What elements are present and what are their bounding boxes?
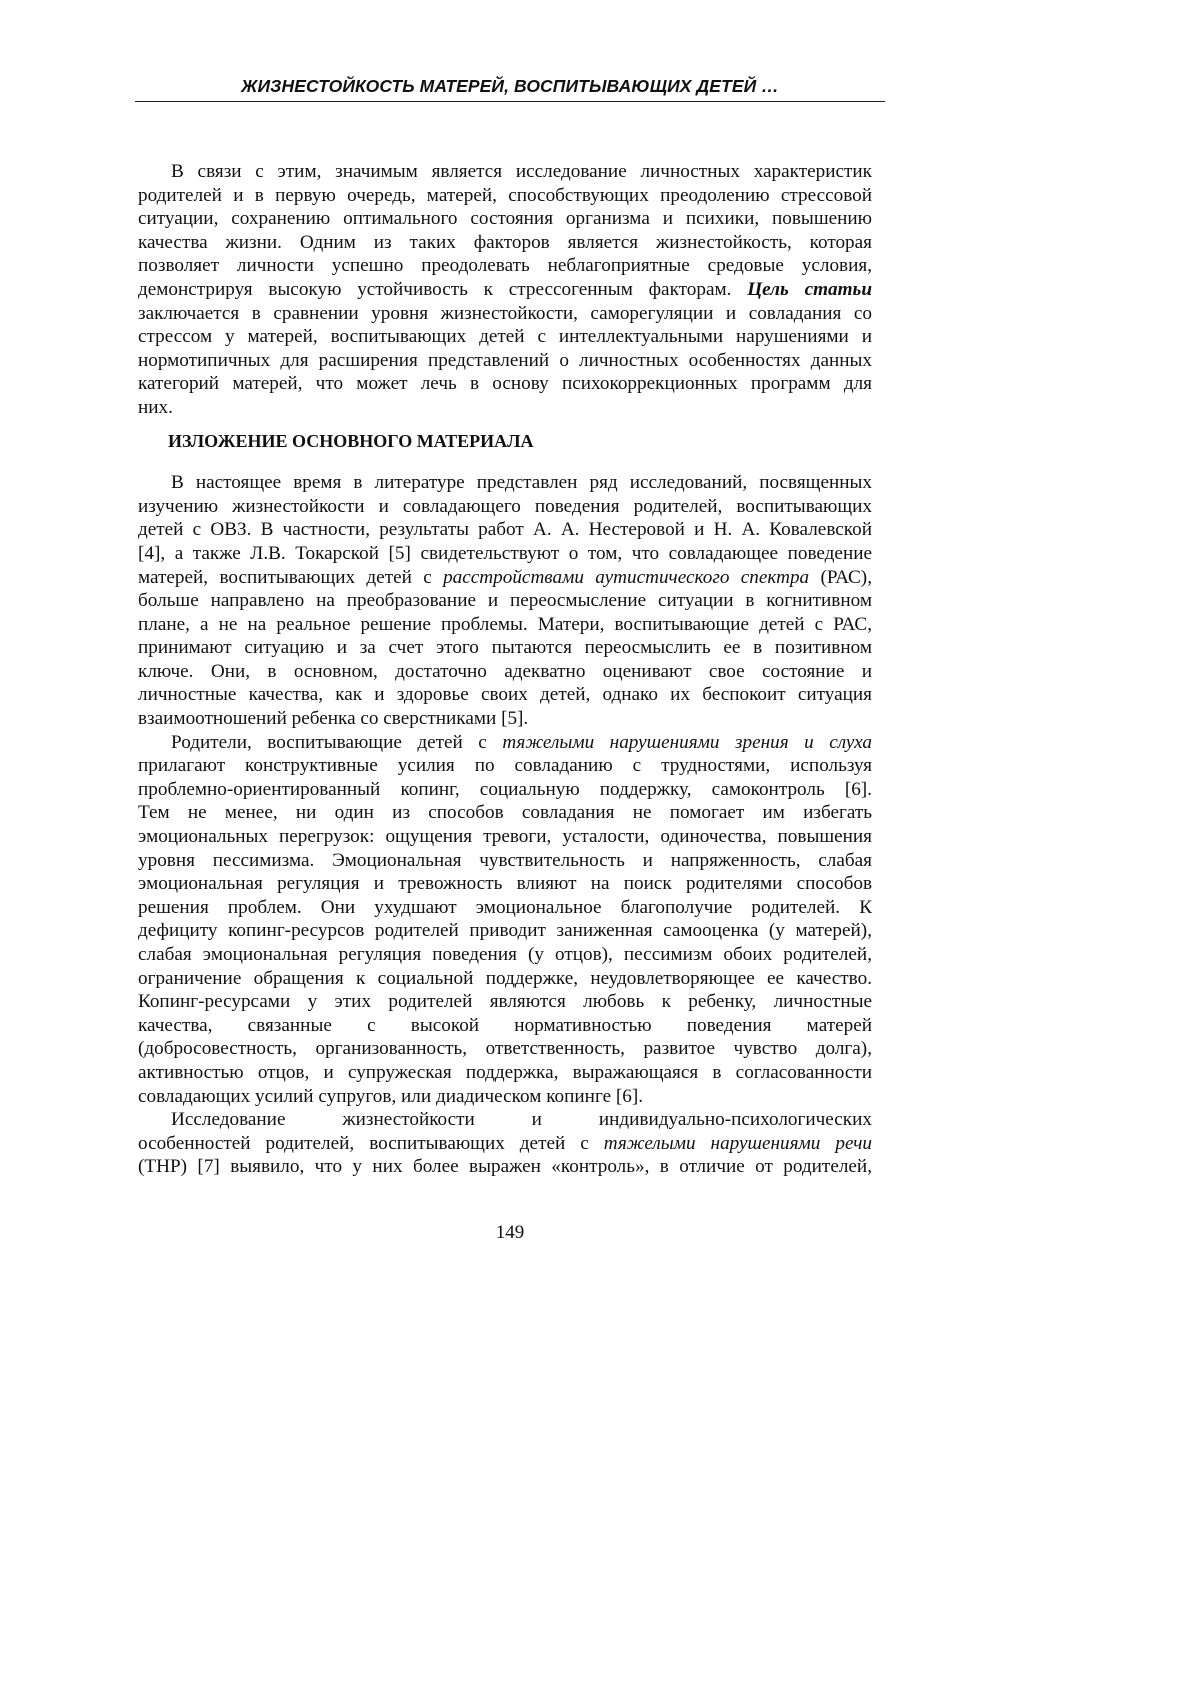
text-line xyxy=(138,660,872,684)
text-segment: Тем не менее, ни один из способов совладания не помогает им избегать xyxy=(138,802,872,823)
paragraph xyxy=(138,471,872,731)
text-segment: ситуации, сохранению оптимального состояния организма и психики, повышению xyxy=(138,208,872,229)
text-segment: качества жизни. Одним из таких факторов является жизнестойкость, которая xyxy=(138,232,872,253)
text-segment: изучению жизнестойкости и совладающего поведения родителей, воспитывающих xyxy=(138,496,872,517)
running-head: ЖИЗНЕСТОЙКОСТЬ МАТЕРЕЙ, ВОСПИТЫВАЮЩИХ ДЕТЕЙ … xyxy=(135,76,885,97)
text-line xyxy=(138,302,872,326)
text-line xyxy=(138,896,872,920)
text-line xyxy=(138,707,872,731)
text-line xyxy=(138,1155,872,1179)
text-segment: больше направлено на преобразование и переосмысление ситуации в когнитивном xyxy=(138,590,872,611)
text-line xyxy=(138,1132,872,1156)
text-line xyxy=(138,278,872,302)
text-line xyxy=(138,207,872,231)
text-segment: стрессом у матерей, воспитывающих детей с интеллектуальными нарушениями и xyxy=(138,326,872,347)
text-line xyxy=(138,683,872,707)
text-segment: ограничение обращения к социальной поддержке, неудовлетворяющее ее качество. xyxy=(138,968,872,989)
text-line xyxy=(138,1108,872,1132)
text-segment: особенностей родителей, воспитывающих детей с xyxy=(138,1133,604,1154)
article-body xyxy=(138,160,872,1179)
text-line xyxy=(138,1085,872,1109)
text-segment: детей с ОВЗ. В частности, результаты работ А. А. Нестеровой и Н. А. Ковалевской xyxy=(138,519,872,540)
text-line xyxy=(138,1061,872,1085)
text-line xyxy=(138,967,872,991)
text-segment: проблемно-ориентированный копинг, социальную поддержку, самоконтроль [6]. xyxy=(138,779,872,800)
text-segment: совладающих усилий супругов, или диадическом копинге [6]. xyxy=(138,1086,643,1107)
emphasis-text: расстройствами аутистического спектра xyxy=(443,567,809,588)
paragraph xyxy=(138,1108,872,1179)
text-line xyxy=(138,801,872,825)
text-segment: взаимоотношений ребенка со сверстниками [5]. xyxy=(138,708,528,729)
text-line xyxy=(138,613,872,637)
text-segment: В настоящее время в литературе представлен ряд исследований, посвященных xyxy=(171,472,872,493)
text-line xyxy=(138,160,872,184)
text-segment: заключается в сравнении уровня жизнестойкости, саморегуляции и совладания со xyxy=(138,303,872,324)
text-line xyxy=(138,849,872,873)
text-line xyxy=(138,566,872,590)
text-line xyxy=(138,471,872,495)
text-segment: матерей, воспитывающих детей с xyxy=(138,567,443,588)
text-line xyxy=(138,325,872,349)
page-number: 149 xyxy=(0,1222,1020,1244)
text-line xyxy=(138,1037,872,1061)
text-line xyxy=(138,825,872,849)
text-segment: нормотипичных для расширения представлений о личностных особенностях данных xyxy=(138,350,872,371)
text-segment: качества, связанные с высокой нормативностью поведения матерей xyxy=(138,1015,872,1036)
text-segment: (ТНР) [7] выявило, что у них более выражен «контроль», в отличие от родителей, xyxy=(138,1156,872,1177)
emphasis-text: Цель статьи xyxy=(747,279,872,300)
text-line xyxy=(138,372,872,396)
text-segment: личностные качества, как и здоровье своих детей, однако их беспокоит ситуация xyxy=(138,684,872,705)
text-line xyxy=(138,872,872,896)
text-segment: Исследование жизнестойкости и индивидуально-психологических xyxy=(171,1109,872,1130)
text-segment: принимают ситуацию и за счет этого пытаются переосмыслить ее в позитивном xyxy=(138,637,872,658)
text-segment: эмоциональных перегрузок: ощущения тревоги, усталости, одиночества, повышения xyxy=(138,826,872,847)
text-line xyxy=(138,589,872,613)
paragraph xyxy=(138,160,872,420)
text-line xyxy=(138,518,872,542)
text-segment: дефициту копинг-ресурсов родителей приводит заниженная самооценка (у матерей), xyxy=(138,920,872,941)
text-segment: них. xyxy=(138,397,173,418)
text-line xyxy=(138,943,872,967)
text-segment: (РАС), xyxy=(809,567,872,588)
text-segment: демонстрируя высокую устойчивость к стрессогенным факторам. xyxy=(138,279,747,300)
text-line xyxy=(138,636,872,660)
text-segment: ключе. Они, в основном, достаточно адекватно оценивают свое состояние и xyxy=(138,661,872,682)
text-segment: Копинг-ресурсами у этих родителей являются любовь к ребенку, личностные xyxy=(138,991,872,1012)
text-line xyxy=(138,184,872,208)
text-segment: родителей и в первую очередь, матерей, способствующих преодолению стрессовой xyxy=(138,185,872,206)
emphasis-text: тяжелыми нарушениями речи xyxy=(604,1133,872,1154)
text-segment: активностью отцов, и супружеская поддержка, выражающаяся в согласованности xyxy=(138,1062,872,1083)
section-heading: ИЗЛОЖЕНИЕ ОСНОВНОГО МАТЕРИАЛА xyxy=(138,430,872,454)
text-line xyxy=(138,349,872,373)
text-segment: уровня пессимизма. Эмоциональная чувствительность и напряженность, слабая xyxy=(138,850,872,871)
text-line xyxy=(138,754,872,778)
text-segment: (добросовестность, организованность, ответственность, развитое чувство долга), xyxy=(138,1038,872,1059)
emphasis-text: тяжелыми нарушениями зрения и слуха xyxy=(502,732,872,753)
text-line xyxy=(138,1014,872,1038)
text-segment: [4], а также Л.В. Токарской [5] свидетельствуют о том, что совладающее поведение xyxy=(138,543,872,564)
text-line xyxy=(138,542,872,566)
text-segment: плане, а не на реальное решение проблемы. Матери, воспитывающие детей с РАС, xyxy=(138,614,872,635)
text-line xyxy=(138,396,872,420)
text-line xyxy=(138,919,872,943)
paragraph xyxy=(138,731,872,1109)
text-line xyxy=(138,495,872,519)
text-segment: категорий матерей, что может лечь в основу психокоррекционных программ для xyxy=(138,373,872,394)
text-line xyxy=(138,254,872,278)
text-line xyxy=(138,778,872,802)
text-segment: решения проблем. Они ухудшают эмоциональное благополучие родителей. К xyxy=(138,897,872,918)
text-segment: слабая эмоциональная регуляция поведения (у отцов), пессимизм обоих родителей, xyxy=(138,944,872,965)
text-line xyxy=(138,990,872,1014)
text-segment: Родители, воспитывающие детей с xyxy=(171,732,502,753)
text-segment: позволяет личности успешно преодолевать неблагоприятные средовые условия, xyxy=(138,255,872,276)
text-segment: В связи с этим, значимым является исследование личностных характеристик xyxy=(171,161,872,182)
header-rule xyxy=(135,101,885,102)
text-line xyxy=(138,231,872,255)
text-line xyxy=(138,731,872,755)
text-segment: эмоциональная регуляция и тревожность влияют на поиск родителями способов xyxy=(138,873,872,894)
text-segment: прилагают конструктивные усилия по совладанию с трудностями, используя xyxy=(138,755,872,776)
